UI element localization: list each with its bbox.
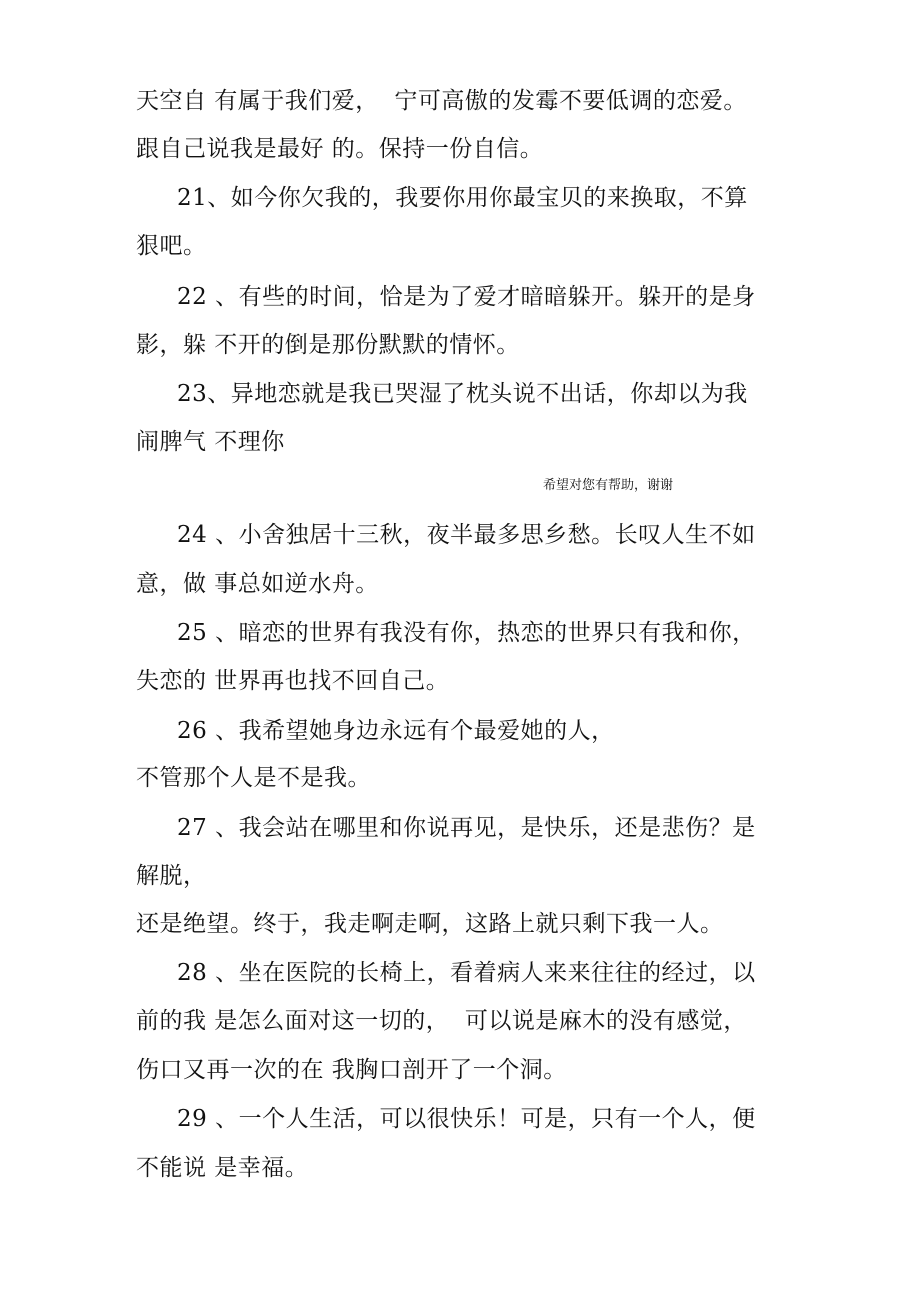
text-line: 天空自 有属于我们爱， 宁可高傲的发霉不要低调的恋爱。 bbox=[136, 88, 747, 114]
text-line: 失恋的 世界再也找不回自己。 bbox=[136, 668, 450, 694]
text-line: 不管那个人是不是我。 bbox=[136, 765, 371, 791]
paragraph-23-line: 23、异地恋就是我已哭湿了枕头说不出话，你却以为我 bbox=[177, 381, 748, 407]
text-line: 还是绝望。终于，我走啊走啊，这路上就只剩下我一人。 bbox=[136, 911, 724, 937]
paragraph-24-line: 24 、小舍独居十三秋，夜半最多思乡愁。长叹人生不如 bbox=[177, 522, 756, 548]
text-line: 跟自己说我是最好 的。保持一份自信。 bbox=[136, 136, 544, 162]
paragraph-26-line: 26 、我希望她身边永远有个最爱她的人， bbox=[177, 718, 615, 744]
paragraph-22-line: 22 、有些的时间，恰是为了爱才暗暗躲开。躲开的是身 bbox=[177, 284, 756, 310]
text-line: 狠吧。 bbox=[136, 233, 207, 259]
paragraph-28-line: 28 、坐在医院的长椅上，看着病人来来往往的经过，以 bbox=[177, 960, 756, 986]
text-line: 不能说 是幸福。 bbox=[136, 1155, 309, 1181]
footer-note: 希望对您有帮助，谢谢 bbox=[543, 478, 674, 493]
paragraph-27-line: 27 、我会站在哪里和你说再见，是快乐，还是悲伤？是 bbox=[177, 815, 756, 841]
text-line: 影，躲 不开的倒是那份默默的情怀。 bbox=[136, 332, 520, 358]
text-line: 闹脾气 不理你 bbox=[136, 429, 285, 455]
text-line: 意，做 事总如逆水舟。 bbox=[136, 571, 379, 597]
text-line: 伤口又再一次的在 我胸口剖开了一个洞。 bbox=[136, 1057, 567, 1083]
text-line: 前的我 是怎么面对这一切的， 可以说是麻木的没有感觉， bbox=[136, 1008, 747, 1034]
paragraph-25-line: 25 、暗恋的世界有我没有你，热恋的世界只有我和你， bbox=[177, 620, 756, 646]
text-line: 解脱， bbox=[136, 863, 207, 889]
paragraph-29-line: 29 、一个人生活，可以很快乐！可是，只有一个人，便 bbox=[177, 1106, 756, 1132]
paragraph-21-line: 21、如今你欠我的，我要你用你最宝贝的来换取，不算 bbox=[177, 185, 748, 211]
